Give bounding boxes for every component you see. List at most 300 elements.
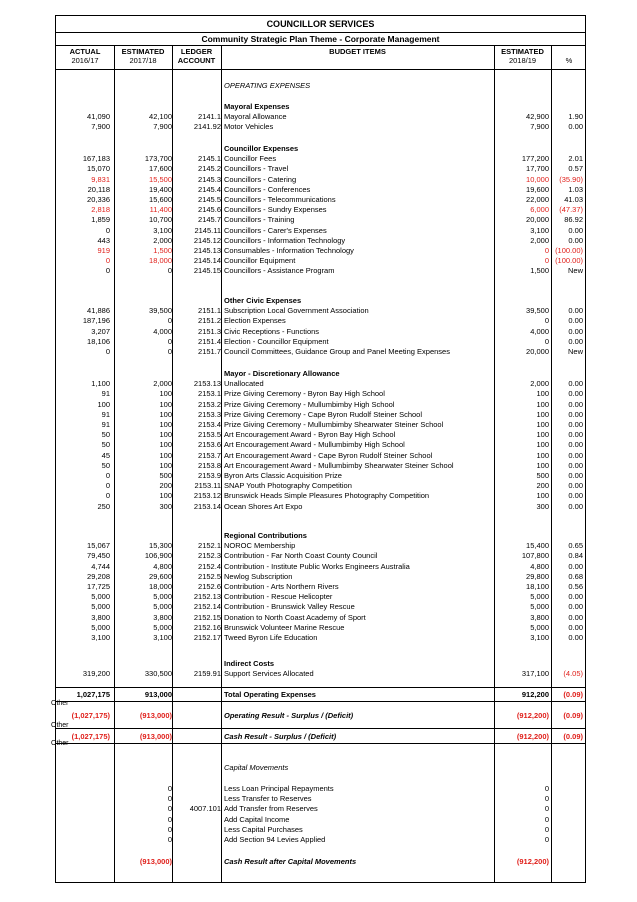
table-row <box>56 379 585 389</box>
table-row <box>56 410 585 420</box>
actual-cell: 0 <box>167 824 172 834</box>
item-cell: Councillors - Sundry Expenses <box>224 205 327 215</box>
estimated-next-cell: 0 <box>544 784 549 793</box>
table-row <box>56 400 585 410</box>
ledger-cell: 2152.17 <box>193 633 221 642</box>
ledger-cell: 2152.14 <box>193 602 221 612</box>
actual-cell: 100 <box>97 399 110 409</box>
subtitle-divider <box>56 45 585 46</box>
item-cell: Consumables - Information Technology <box>224 246 354 255</box>
estimated-prev-cell: 100 <box>159 440 172 450</box>
ledger-cell: 2151.1 <box>198 306 221 316</box>
item-cell: Councillors - Information Technology <box>224 235 346 245</box>
estimated-prev-cell: 17,600 <box>149 164 172 174</box>
estimated-next-cell: 0 <box>544 316 549 326</box>
item-cell: Prize Giving Ceremony - Byron Bay High School <box>224 389 385 399</box>
actual-cell: 3,100 <box>91 633 110 642</box>
actual-cell: (1,027,175) <box>71 711 110 720</box>
table-row <box>56 763 585 773</box>
estimated-next-cell: 7,900 <box>530 122 549 132</box>
estimated-next-cell: 0 <box>544 824 549 834</box>
pct-cell: 0.00 <box>568 399 583 409</box>
estimated-next-cell: 0 <box>544 804 549 814</box>
page-title: COUNCILLOR SERVICES <box>56 16 585 33</box>
estimated-prev-cell: 0 <box>167 266 172 276</box>
table-row <box>56 122 585 132</box>
item-cell: Ocean Shores Art Expo <box>224 501 303 511</box>
item-cell: Councillors - Travel <box>224 164 289 174</box>
ledger-cell: 2153.5 <box>198 430 221 440</box>
estimated-prev-cell: 7,900 <box>153 122 172 132</box>
estimated-next-cell: 100 <box>536 420 549 429</box>
item-cell: Art Encouragement Award - Mullumbimby Shearwater Steiner School <box>224 460 454 470</box>
estimated-next-cell: 0 <box>544 835 549 844</box>
col-header-line: ACCOUNT <box>177 56 216 65</box>
estimated-next-cell: 0 <box>544 336 549 346</box>
table-row <box>56 215 585 225</box>
item-cell: Councillors - Conferences <box>224 184 311 194</box>
item-cell: Prize Giving Ceremony - Mullumbimby Shearwater Steiner School <box>224 420 444 429</box>
table-row <box>56 236 585 246</box>
item-cell: Councillor Equipment <box>224 256 296 266</box>
item-cell: Art Encouragement Award - Mullumbimby High School <box>224 440 405 450</box>
estimated-prev-cell: 0 <box>167 316 172 326</box>
pct-cell: (100.00) <box>555 256 583 266</box>
pct-cell: 0.00 <box>568 612 583 622</box>
estimated-next-cell: 5,000 <box>530 592 549 602</box>
estimated-prev-cell: 19,400 <box>149 184 172 194</box>
ledger-cell: 2151.7 <box>198 347 221 356</box>
item-cell: Cash Result after Capital Movements <box>224 857 357 866</box>
estimated-next-cell: (912,200) <box>516 732 549 741</box>
ledger-cell: 2145.4 <box>198 184 221 194</box>
col-header-line: 2017/18 <box>129 56 157 65</box>
ledger-cell: 2145.14 <box>193 256 221 266</box>
pct-cell: 2.01 <box>568 154 583 164</box>
actual-cell: 2,818 <box>91 205 110 215</box>
pct-cell: New <box>567 266 583 276</box>
item-cell: Councillor Fees <box>224 154 277 164</box>
item-cell: Mayor - Discretionary Allowance <box>224 369 340 378</box>
ledger-cell: 2152.3 <box>198 551 221 561</box>
item-cell: Subscription Local Government Association <box>224 306 369 316</box>
estimated-next-cell: 5,000 <box>530 602 549 612</box>
actual-cell: 0 <box>105 481 110 491</box>
pct-cell: 0.00 <box>568 316 583 326</box>
item-cell: Council Committees, Guidance Group and Panel Meeting Expenses <box>224 347 450 356</box>
estimated-next-cell: 200 <box>536 481 549 491</box>
ledger-cell: 2153.9 <box>198 471 221 480</box>
estimated-next-cell: 100 <box>536 409 549 419</box>
estimated-prev-cell: 1,500 <box>153 246 172 255</box>
col-header-actual <box>56 47 114 65</box>
actual-cell: 17,725 <box>87 582 110 591</box>
item-cell: Prize Giving Ceremony - Mullumbimby High School <box>224 399 395 409</box>
estimated-prev-cell: 29,600 <box>149 571 172 581</box>
estimated-prev-cell: 200 <box>159 481 172 491</box>
table-row <box>56 337 585 347</box>
item-cell: Prize Giving Ceremony - Cape Byron Rudolf Steiner School <box>224 409 423 419</box>
ledger-cell: 2151.4 <box>198 336 221 346</box>
actual-cell: 5,000 <box>91 592 110 602</box>
estimated-next-cell: 100 <box>536 450 549 460</box>
item-cell: Contribution - Arts Northern Rivers <box>224 582 339 591</box>
pct-cell: 0.00 <box>568 561 583 571</box>
table-row <box>56 471 585 481</box>
estimated-next-cell: 300 <box>536 501 549 511</box>
item-cell: Newlog Subscription <box>224 571 293 581</box>
table-row <box>56 451 585 461</box>
estimated-prev-cell: 913,000 <box>144 690 172 699</box>
estimated-prev-cell: 100 <box>159 389 172 399</box>
pct-cell: (0.09) <box>563 690 583 699</box>
table-row <box>56 711 585 721</box>
result-divider <box>56 728 585 729</box>
estimated-next-cell: 2,000 <box>530 379 549 389</box>
estimated-prev-cell: 3,100 <box>153 633 172 642</box>
table-row <box>56 430 585 440</box>
table-row <box>56 815 585 825</box>
actual-cell: 29,208 <box>87 571 110 581</box>
pct-cell: 0.00 <box>568 420 583 429</box>
col-header-line: ESTIMATED <box>501 47 544 56</box>
pct-cell: 0.00 <box>568 122 583 132</box>
estimated-prev-cell: (913,000) <box>139 732 172 741</box>
section-heading-row <box>56 144 585 154</box>
ledger-cell: 2141.1 <box>198 112 221 122</box>
col-header-ledger <box>172 47 221 65</box>
estimated-next-cell: 5,000 <box>530 622 549 632</box>
item-cell: Indirect Costs <box>224 659 275 668</box>
estimated-prev-cell: 18,000 <box>149 582 172 591</box>
estimated-prev-cell: 11,400 <box>149 205 172 215</box>
result-divider <box>56 743 585 744</box>
ledger-cell: 2159.91 <box>193 669 221 679</box>
col-header-line: ESTIMATED <box>121 47 165 56</box>
estimated-next-cell: 22,000 <box>526 195 549 204</box>
estimated-next-cell: 3,100 <box>530 633 549 642</box>
item-cell: Unallocated <box>224 379 264 389</box>
table-row <box>56 81 585 91</box>
item-cell: Election Expenses <box>224 316 286 326</box>
estimated-prev-cell: 5,000 <box>153 622 172 632</box>
estimated-prev-cell: 10,700 <box>149 215 172 225</box>
col-header-estimated-prev <box>114 47 172 65</box>
actual-cell: 3,800 <box>91 612 110 622</box>
ledger-cell: 2153.1 <box>198 389 221 399</box>
ledger-cell: 2153.13 <box>193 379 221 389</box>
estimated-next-cell: 0 <box>544 814 549 824</box>
estimated-prev-cell: 173,700 <box>144 154 172 164</box>
table-row <box>56 461 585 471</box>
estimated-next-cell: 2,000 <box>530 235 549 245</box>
table-row <box>56 804 585 814</box>
estimated-prev-cell: 15,500 <box>149 174 172 184</box>
table-row <box>56 154 585 164</box>
estimated-next-cell: 42,900 <box>526 112 549 122</box>
item-cell: Councillor Expenses <box>224 144 299 153</box>
estimated-next-cell: 4,800 <box>530 561 549 571</box>
table-row <box>56 572 585 582</box>
estimated-next-cell: 18,100 <box>526 582 549 591</box>
estimated-next-cell: 20,000 <box>526 215 549 225</box>
item-cell: Contribution - Rescue Helicopter <box>224 592 333 602</box>
ledger-cell: 2153.11 <box>194 481 221 491</box>
estimated-prev-cell: 100 <box>159 460 172 470</box>
item-cell: Add Section 94 Levies Applied <box>224 835 326 844</box>
ledger-cell: 2152.15 <box>193 612 221 622</box>
estimated-prev-cell: 39,500 <box>149 306 172 316</box>
ledger-cell: 2152.6 <box>198 582 221 591</box>
pct-cell: 41.03 <box>564 195 583 204</box>
item-cell: Less Capital Purchases <box>224 824 303 834</box>
pct-cell: 0.56 <box>568 582 583 591</box>
pct-cell: (47.37) <box>559 205 583 215</box>
pct-cell: 0.00 <box>568 592 583 602</box>
estimated-next-cell: 100 <box>536 440 549 450</box>
estimated-next-cell: 19,600 <box>526 184 549 194</box>
pct-cell: 0.00 <box>568 235 583 245</box>
section-heading-row <box>56 369 585 379</box>
col-header-line: 2018/19 <box>508 56 537 65</box>
margin-note: Other <box>51 700 69 707</box>
ledger-cell: 2145.1 <box>198 154 221 164</box>
actual-cell: 0 <box>105 471 110 480</box>
actual-cell: 0 <box>167 804 172 814</box>
table-row <box>56 440 585 450</box>
ledger-cell: 2152.13 <box>193 592 221 602</box>
ledger-cell: 2145.7 <box>198 215 221 225</box>
pct-cell: 0.00 <box>568 389 583 399</box>
estimated-next-cell: 15,400 <box>526 541 549 551</box>
item-cell: Contribution - Brunswick Valley Rescue <box>224 602 355 612</box>
estimated-prev-cell: 106,900 <box>144 551 172 561</box>
pct-cell: 0.00 <box>568 450 583 460</box>
table-row <box>56 195 585 205</box>
pct-cell: 1.03 <box>568 184 583 194</box>
pct-cell: 0.00 <box>568 225 583 235</box>
ledger-cell: 2145.13 <box>193 246 221 255</box>
estimated-next-cell: 100 <box>536 430 549 440</box>
pct-cell: (100.00) <box>555 246 583 255</box>
ledger-cell: 2145.3 <box>198 174 221 184</box>
estimated-prev-cell: 2,000 <box>153 379 172 389</box>
pct-cell: 0.00 <box>568 379 583 389</box>
actual-cell: 1,100 <box>91 379 110 389</box>
col-header-line: % <box>565 56 573 65</box>
table-row <box>56 541 585 551</box>
actual-cell: 20,118 <box>87 184 110 194</box>
pct-cell: 0.00 <box>568 440 583 450</box>
actual-cell: 3,207 <box>91 326 110 336</box>
estimated-next-cell: 0 <box>544 794 549 804</box>
pct-cell: (4.05) <box>563 669 583 679</box>
table-row <box>56 185 585 195</box>
actual-cell: 0 <box>105 347 110 356</box>
estimated-next-cell: 177,200 <box>521 154 549 164</box>
estimated-prev-cell: 100 <box>159 399 172 409</box>
header-divider <box>56 69 585 70</box>
pct-cell: 0.00 <box>568 481 583 491</box>
estimated-prev-cell: 100 <box>159 491 172 501</box>
table-row <box>56 690 585 700</box>
estimated-prev-cell: 15,600 <box>149 195 172 204</box>
actual-cell: 15,070 <box>87 164 110 174</box>
estimated-next-cell: 912,200 <box>521 690 549 699</box>
item-cell: Councillors - Carer's Expenses <box>224 225 327 235</box>
estimated-next-cell: 1,500 <box>530 266 549 276</box>
table-row <box>56 306 585 316</box>
ledger-cell: 2145.15 <box>193 266 221 276</box>
item-cell: Art Encouragement Award - Cape Byron Rudolf Steiner School <box>224 450 433 460</box>
item-cell: Operating Result - Surplus / (Deficit) <box>224 711 354 720</box>
table-row <box>56 246 585 256</box>
actual-cell: 91 <box>101 409 110 419</box>
ledger-cell: 2152.5 <box>198 571 221 581</box>
col-header-line: LEDGER <box>180 47 213 56</box>
actual-cell: 0 <box>167 814 172 824</box>
pct-cell: 0.00 <box>568 501 583 511</box>
estimated-prev-cell: 3,100 <box>153 225 172 235</box>
table-row <box>56 835 585 845</box>
table-row <box>56 491 585 501</box>
pct-cell: 0.57 <box>568 164 583 174</box>
total-divider <box>56 701 585 702</box>
pct-cell: 0.68 <box>568 571 583 581</box>
table-row <box>56 562 585 572</box>
budget-sheet <box>55 15 586 883</box>
table-row <box>56 316 585 326</box>
estimated-prev-cell: 100 <box>159 409 172 419</box>
estimated-next-cell: 10,000 <box>526 174 549 184</box>
estimated-prev-cell: (913,000) <box>139 857 172 866</box>
item-cell: Capital Movements <box>224 763 289 772</box>
item-cell: Civic Receptions - Functions <box>224 326 320 336</box>
actual-cell: 443 <box>97 235 110 245</box>
col-header-estimated-next <box>494 47 551 65</box>
ledger-cell: 2152.4 <box>198 561 221 571</box>
estimated-next-cell: 100 <box>536 389 549 399</box>
pct-cell: 0.65 <box>568 541 583 551</box>
estimated-next-cell: 317,100 <box>521 669 549 679</box>
estimated-prev-cell: 100 <box>159 430 172 440</box>
estimated-prev-cell: 42,100 <box>149 112 172 122</box>
section-heading-row <box>56 531 585 541</box>
pct-cell: 0.84 <box>568 551 583 561</box>
item-cell: Art Encouragement Award - Byron Bay High School <box>224 430 396 440</box>
ledger-cell: 2153.3 <box>198 409 221 419</box>
estimated-next-cell: 500 <box>536 471 549 480</box>
item-cell: Councillors - Assistance Program <box>224 266 335 276</box>
pct-cell: 0.00 <box>568 306 583 316</box>
item-cell: Councillors - Catering <box>224 174 297 184</box>
margin-note: Other <box>51 722 69 729</box>
estimated-prev-cell: 2,000 <box>153 235 172 245</box>
item-cell: Motor Vehicles <box>224 122 274 132</box>
estimated-next-cell: 20,000 <box>526 347 549 356</box>
item-cell: Councillors - Telecommunications <box>224 195 336 204</box>
actual-cell: 167,183 <box>82 154 110 164</box>
col-header-line: ACTUAL <box>69 47 101 56</box>
estimated-next-cell: (912,200) <box>516 857 549 866</box>
pct-cell: 0.00 <box>568 430 583 440</box>
actual-cell: (1,027,175) <box>71 732 110 741</box>
pct-cell: (0.09) <box>563 711 583 720</box>
table-row <box>56 389 585 399</box>
pct-cell: 0.00 <box>568 602 583 612</box>
item-cell: OPERATING EXPENSES <box>224 81 311 90</box>
table-row <box>56 732 585 742</box>
estimated-next-cell: 17,700 <box>526 164 549 174</box>
actual-cell: 0 <box>105 491 110 501</box>
total-divider <box>56 687 585 688</box>
actual-cell: 45 <box>101 450 110 460</box>
actual-cell: 1,027,175 <box>76 690 110 699</box>
estimated-next-cell: 39,500 <box>526 306 549 316</box>
estimated-prev-cell: 0 <box>167 347 172 356</box>
margin-note: Other <box>51 740 69 747</box>
actual-cell: 9,831 <box>91 174 110 184</box>
estimated-next-cell: (912,200) <box>516 711 549 720</box>
pct-cell: 0.00 <box>568 622 583 632</box>
actual-cell: 187,196 <box>82 316 110 326</box>
table-row <box>56 669 585 679</box>
item-cell: Tweed Byron Life Education <box>224 633 318 642</box>
actual-cell: 18,106 <box>87 336 110 346</box>
ledger-cell: 2153.14 <box>193 501 221 511</box>
item-cell: NOROC Membership <box>224 541 296 551</box>
estimated-prev-cell: 100 <box>159 420 172 429</box>
estimated-prev-cell: 5,000 <box>153 592 172 602</box>
col-header-pct <box>551 56 587 65</box>
table-row <box>56 613 585 623</box>
table-row <box>56 226 585 236</box>
ledger-cell: 2145.11 <box>194 225 221 235</box>
col-header-line: BUDGET ITEMS <box>329 47 386 56</box>
table-row <box>56 420 585 430</box>
ledger-cell: 2153.6 <box>198 440 221 450</box>
estimated-next-cell: 0 <box>544 256 549 266</box>
estimated-next-cell: 29,800 <box>526 571 549 581</box>
table-row <box>56 327 585 337</box>
pct-cell: (35.90) <box>559 174 583 184</box>
table-row <box>56 582 585 592</box>
item-cell: SNAP Youth Photography Competition <box>224 481 352 491</box>
table-row <box>56 175 585 185</box>
pct-cell: 0.00 <box>568 336 583 346</box>
pct-cell: 0.00 <box>568 460 583 470</box>
item-cell: Less Loan Principal Repayments <box>224 784 334 793</box>
ledger-cell: 2151.3 <box>198 326 221 336</box>
pct-cell: 0.00 <box>568 409 583 419</box>
section-heading-row <box>56 659 585 669</box>
actual-cell: 79,450 <box>87 551 110 561</box>
table-row <box>56 857 585 867</box>
estimated-next-cell: 100 <box>536 491 549 501</box>
item-cell: Councillors - Training <box>224 215 295 225</box>
actual-cell: 15,067 <box>87 541 110 551</box>
actual-cell: 319,200 <box>82 669 110 679</box>
item-cell: Cash Result - Surplus / (Deficit) <box>224 732 337 741</box>
actual-cell: 0 <box>167 835 172 844</box>
ledger-cell: 2145.5 <box>198 195 221 204</box>
actual-cell: 0 <box>167 784 172 793</box>
ledger-cell: 2145.12 <box>193 235 221 245</box>
actual-cell: 0 <box>105 256 110 266</box>
item-cell: Mayoral Allowance <box>224 112 287 122</box>
estimated-prev-cell: 5,000 <box>153 602 172 612</box>
actual-cell: 20,336 <box>87 195 110 204</box>
